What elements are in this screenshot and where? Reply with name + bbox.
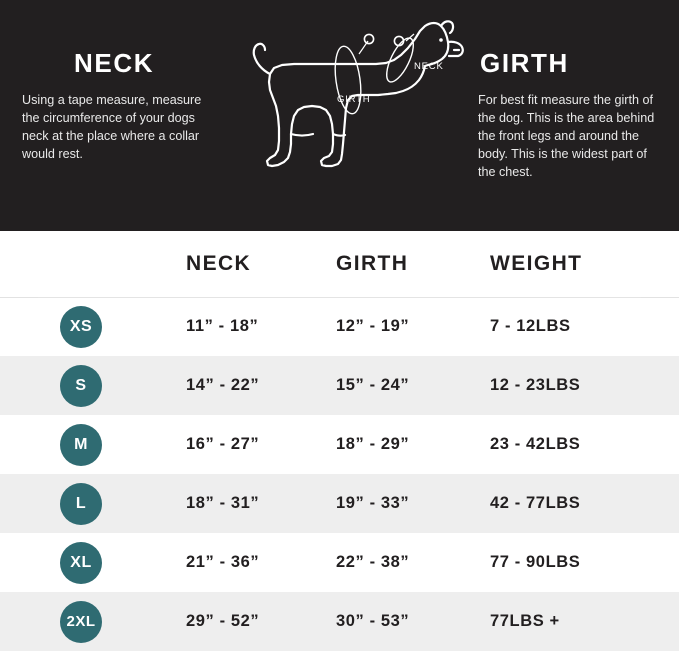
cell-girth: 22” - 38” <box>336 553 410 571</box>
table-row <box>0 474 679 533</box>
cell-weight: 42 - 77LBS <box>490 494 581 512</box>
cell-neck: 16” - 27” <box>186 435 260 453</box>
table-head <box>0 231 679 297</box>
table-header-row <box>0 231 679 297</box>
cell-weight: 77 - 90LBS <box>490 553 581 571</box>
cell-neck: 18” - 31” <box>186 494 260 512</box>
cell-weight: 23 - 42LBS <box>490 435 581 453</box>
table-row <box>0 297 679 356</box>
size-badge-cell <box>0 356 152 415</box>
measurement-instructions-panel <box>0 0 679 231</box>
girth-instruction-block <box>478 50 664 181</box>
cell-girth: 12” - 19” <box>336 317 410 336</box>
cell-girth: 19” - 33” <box>336 494 410 512</box>
table-body <box>0 297 679 651</box>
table-row <box>0 592 679 651</box>
cell-neck: 29” - 52” <box>186 612 260 630</box>
size-badge: M <box>60 424 102 466</box>
cell-girth: 18” - 29” <box>336 435 410 453</box>
girth-heading: GIRTH <box>480 48 569 78</box>
cell-neck: 11” - 18” <box>186 317 259 336</box>
cell-neck: 14” - 22” <box>186 376 260 394</box>
neck-heading: NECK <box>74 48 155 78</box>
cell-girth: 30” - 53” <box>336 612 410 630</box>
size-badge: L <box>60 483 102 525</box>
size-badge: XL <box>60 542 102 584</box>
column-header-neck: NECK <box>186 251 252 275</box>
table-row <box>0 533 679 592</box>
cell-girth: 15” - 24” <box>336 376 410 394</box>
size-badge: S <box>60 365 102 407</box>
girth-diagram-label: GIRTH <box>337 94 371 105</box>
dog-diagram <box>228 8 470 198</box>
cell-weight: 12 - 23LBS <box>490 376 581 394</box>
neck-description: Using a tape measure, measure the circumference of your dogs neck at the place where a collar would rest. <box>22 93 202 161</box>
size-table-container <box>0 231 679 660</box>
size-badge: 2XL <box>60 601 102 643</box>
table-row <box>0 415 679 474</box>
table-row <box>0 356 679 415</box>
size-table <box>0 231 679 651</box>
column-header-weight: WEIGHT <box>490 251 583 275</box>
neck-diagram-label: NECK <box>414 61 444 72</box>
column-header-size <box>0 231 152 297</box>
header-divider <box>38 297 641 298</box>
cell-weight: 7 - 12LBS <box>490 317 571 336</box>
cell-weight: 77LBS + <box>490 612 560 630</box>
cell-neck: 21” - 36” <box>186 553 260 571</box>
size-badge-cell <box>0 533 152 592</box>
size-badge-cell <box>0 592 152 651</box>
column-header-girth: GIRTH <box>336 251 409 275</box>
size-badge-cell <box>0 415 152 474</box>
girth-description: For best fit measure the girth of the dog. This is the area behind the front legs and around the body. This is the widest part of the chest. <box>478 93 655 179</box>
size-badge: XS <box>60 306 102 348</box>
neck-instruction-block <box>22 50 222 164</box>
size-badge-cell <box>0 474 152 533</box>
size-badge-cell <box>0 297 152 356</box>
